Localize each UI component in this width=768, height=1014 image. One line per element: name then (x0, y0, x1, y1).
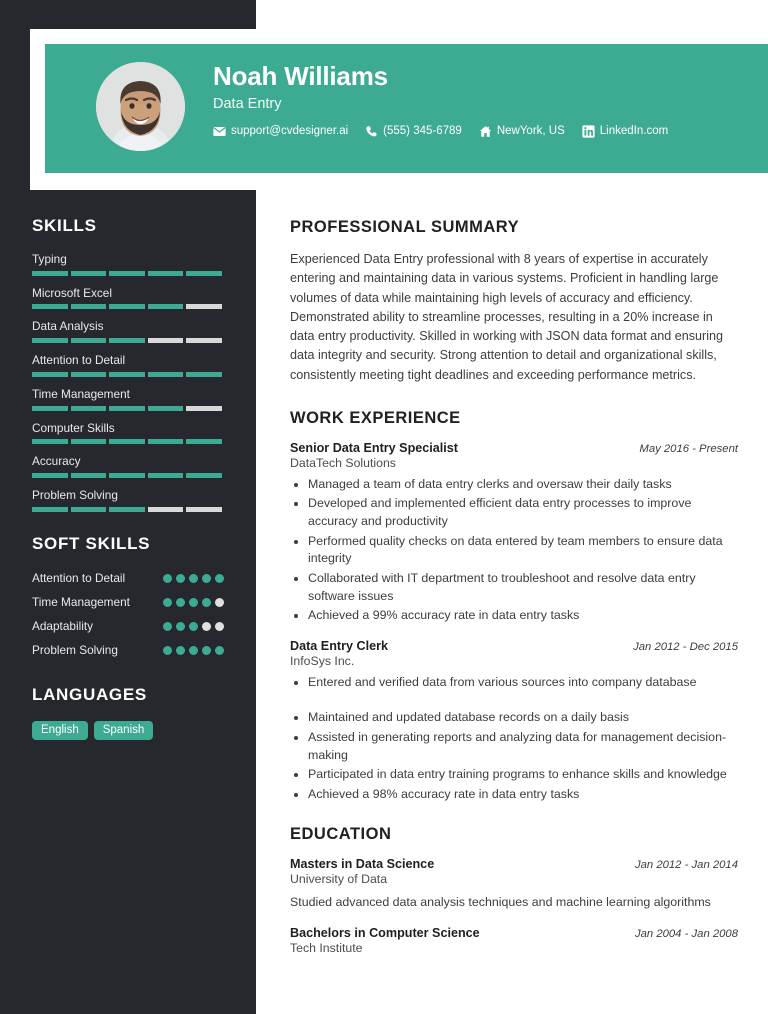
resume-header (45, 44, 768, 173)
skill-bar-segment (186, 271, 222, 276)
entry-institution: University of Data (290, 872, 388, 887)
soft-skill-label: Time Management (32, 594, 130, 609)
rating-dot (163, 598, 172, 607)
rating-dot (163, 622, 172, 631)
entry-title: Data Entry Clerk (290, 638, 388, 653)
skill-bar-segment (148, 304, 184, 309)
contact-phone-text: (555) 345-6789 (383, 125, 462, 138)
home-icon (479, 125, 492, 138)
education-heading: EDUCATION (290, 825, 392, 844)
skill-bar-segment (32, 304, 68, 309)
education-entry (290, 857, 738, 912)
contact-linkedin-text: LinkedIn.com (599, 125, 669, 138)
contact-phone[interactable] (365, 125, 462, 138)
skill-bar-segment (186, 439, 222, 444)
skills-heading: SKILLS (32, 216, 97, 235)
skill-bar-segment (148, 507, 184, 512)
education-section (290, 825, 738, 955)
entry-bullet-list (290, 674, 738, 804)
soft-skill-row (32, 594, 224, 611)
skill-bar-segment (186, 473, 222, 478)
rating-dot (176, 646, 185, 655)
soft-skill-label: Attention to Detail (32, 570, 126, 585)
skills-section (32, 216, 224, 512)
skill-label: Attention to Detail (32, 353, 126, 368)
skill-label: Microsoft Excel (32, 285, 112, 300)
skill-row (32, 353, 224, 377)
skill-bar-segment (71, 271, 107, 276)
bullet-spacer (308, 693, 738, 707)
language-chip: English (32, 721, 88, 740)
entry-title: Masters in Data Science (290, 857, 435, 872)
soft-skill-row (32, 642, 224, 659)
education-entry (290, 926, 738, 955)
languages-heading: LANGUAGES (32, 684, 147, 704)
skill-row (32, 387, 224, 411)
skill-bar-segment (109, 507, 145, 512)
skills-list (32, 252, 224, 512)
sidebar-content (32, 216, 224, 740)
rating-dot (202, 622, 211, 631)
skill-bar-segment (109, 406, 145, 411)
skill-bar-segment (148, 372, 184, 377)
skill-bar-segment (32, 372, 68, 377)
contact-email[interactable] (213, 125, 348, 138)
rating-dot (202, 574, 211, 583)
skill-bar-segment (71, 439, 107, 444)
skill-bar-segment (109, 304, 145, 309)
languages-section (32, 685, 224, 740)
contact-email-text: support@cvdesigner.ai (231, 125, 349, 138)
rating-dot (189, 622, 198, 631)
skill-bar-segment (109, 338, 145, 343)
skill-row (32, 286, 224, 310)
skill-label: Data Analysis (32, 319, 104, 334)
rating-dot (189, 574, 198, 583)
summary-section (290, 218, 738, 385)
soft-skills-heading: SOFT SKILLS (32, 533, 151, 553)
bullet-item: • Developed and implemented efficient data entry processes to improve accuracy and productivity (308, 495, 738, 530)
skill-bar-segment (186, 406, 222, 411)
rating-dot (176, 622, 185, 631)
entry-header (290, 441, 738, 455)
entry-title: Bachelors in Computer Science (290, 926, 480, 941)
skill-bar-segment (32, 473, 68, 478)
skill-bar-segment (148, 271, 184, 276)
rating-dot (202, 598, 211, 607)
skill-bar-segment (71, 473, 107, 478)
skill-bar-segment (71, 372, 107, 377)
bullet-item: • Managed a team of data entry clerks and oversaw their daily tasks (308, 476, 738, 494)
soft-skill-row (32, 618, 224, 635)
contact-list (213, 125, 758, 138)
phone-icon (365, 125, 378, 138)
envelope-icon (213, 125, 226, 138)
skill-bar-segment (71, 507, 107, 512)
skill-bar-segment (186, 372, 222, 377)
bullet-item: • Achieved a 98% accuracy rate in data entry tasks (308, 786, 738, 804)
skill-bar-segment (109, 271, 145, 276)
summary-heading: PROFESSIONAL SUMMARY (290, 218, 520, 236)
linkedin-icon (582, 125, 595, 138)
entry-title: Senior Data Entry Specialist (290, 440, 458, 455)
rating-dot (215, 598, 224, 607)
rating-dot (176, 574, 185, 583)
skill-row (32, 488, 224, 512)
rating-dot (215, 622, 224, 631)
skill-bar-segment (186, 507, 222, 512)
skill-bar-segment (148, 473, 184, 478)
soft-skills-section (32, 534, 224, 659)
bullet-item: • Collaborated with IT department to troubleshoot and resolve data entry software issues (308, 570, 738, 605)
skill-level-bar (32, 439, 222, 444)
skill-level-bar (32, 473, 222, 478)
soft-skill-label: Adaptability (32, 618, 93, 633)
soft-skill-rating-dots (163, 574, 224, 583)
entry-bullet-list (290, 476, 738, 625)
skill-row (32, 421, 224, 445)
entry-date: Jan 2004 - Jan 2008 (634, 928, 738, 941)
language-chip: Spanish (94, 721, 154, 740)
entry-date: Jan 2012 - Jan 2014 (634, 859, 738, 872)
soft-skill-rating-dots (163, 622, 224, 631)
skill-bar-segment (148, 406, 184, 411)
bullet-item: • Achieved a 99% accuracy rate in data entry tasks (308, 607, 738, 625)
skill-bar-segment (32, 406, 68, 411)
rating-dot (215, 574, 224, 583)
bullet-item: • Participated in data entry training programs to enhance skills and knowledge (308, 766, 738, 784)
bullet-item: • Entered and verified data from various sources into company database (308, 674, 738, 692)
work-entry-list (290, 441, 738, 804)
skill-bar-segment (32, 271, 68, 276)
entry-organization: InfoSys Inc. (290, 653, 355, 668)
soft-skill-rating-dots (163, 646, 224, 655)
skill-bar-segment (32, 338, 68, 343)
bullet-item: • Assisted in generating reports and analyzing data for management decision-making (308, 729, 738, 764)
skill-bar-segment (186, 304, 222, 309)
entry-date: Jan 2012 - Dec 2015 (633, 640, 738, 653)
skill-level-bar (32, 406, 222, 411)
entry-institution: Tech Institute (290, 941, 363, 956)
main-content (290, 218, 738, 977)
skill-bar-segment (32, 507, 68, 512)
entry-header (290, 857, 738, 871)
skill-bar-segment (71, 338, 107, 343)
work-entry (290, 639, 738, 804)
skill-bar-segment (71, 304, 107, 309)
skill-row (32, 319, 224, 343)
rating-dot (176, 598, 185, 607)
page-title: Noah Williams (213, 61, 388, 91)
rating-dot (189, 598, 198, 607)
skill-label: Problem Solving (32, 488, 118, 503)
skill-level-bar (32, 304, 222, 309)
soft-skill-rating-dots (163, 598, 224, 607)
rating-dot (215, 646, 224, 655)
work-heading: WORK EXPERIENCE (290, 408, 461, 427)
education-entry-list (290, 857, 738, 955)
profile-photo-icon (96, 62, 185, 151)
soft-skill-label: Problem Solving (32, 642, 118, 657)
bullet-item: • Performed quality checks on data entered by team members to ensure data integrity (308, 533, 738, 568)
skill-level-bar (32, 271, 222, 276)
contact-linkedin[interactable] (582, 125, 668, 138)
avatar (96, 62, 185, 151)
skill-level-bar (32, 507, 222, 512)
languages-list (32, 721, 224, 740)
contact-location[interactable] (479, 125, 565, 138)
rating-dot (163, 646, 172, 655)
skill-bar-segment (109, 473, 145, 478)
skill-bar-segment (148, 439, 184, 444)
entry-header (290, 639, 738, 653)
skill-bar-segment (109, 372, 145, 377)
skill-level-bar (32, 372, 222, 377)
header-text-block (213, 62, 758, 138)
skill-row (32, 252, 224, 276)
skill-bar-segment (186, 338, 222, 343)
skill-label: Computer Skills (32, 420, 115, 435)
skill-bar-segment (148, 338, 184, 343)
skill-label: Time Management (32, 386, 130, 401)
skill-row (32, 454, 224, 478)
work-entry (290, 441, 738, 625)
job-role: Data Entry (213, 95, 282, 112)
bullet-item: • Maintained and updated database records on a daily basis (308, 709, 738, 727)
rating-dot (189, 646, 198, 655)
entry-date: May 2016 - Present (639, 442, 738, 455)
summary-text: Experienced Data Entry professional with 8 years of expertise in accurately entering and maintaining data in various systems. Proficient in handling large volumes of data while maintaining high levels of accuracy and efficiency. Demonstrated ability to streamline processes, resulting in a 20% increase in data entry productivity. Skilled in working with JSON data format and ensuring data integrity and security. Strong attention to detail and organizational skills, consistently meeting tight deadlines and exceeding performance metrics. (290, 252, 724, 382)
soft-skills-list (32, 570, 224, 659)
skill-label: Typing (32, 252, 67, 266)
skill-bar-segment (71, 406, 107, 411)
work-experience-section (290, 409, 738, 804)
rating-dot (163, 574, 172, 583)
skill-level-bar (32, 338, 222, 343)
entry-description: Studied advanced data analysis techniques and machine learning algorithms (290, 895, 711, 910)
entry-header (290, 926, 738, 940)
contact-location-text: NewYork, US (496, 125, 565, 138)
skill-bar-segment (32, 439, 68, 444)
soft-skill-row (32, 570, 224, 587)
skill-label: Accuracy (32, 454, 81, 469)
skill-bar-segment (109, 439, 145, 444)
rating-dot (202, 646, 211, 655)
entry-organization: DataTech Solutions (290, 455, 396, 470)
